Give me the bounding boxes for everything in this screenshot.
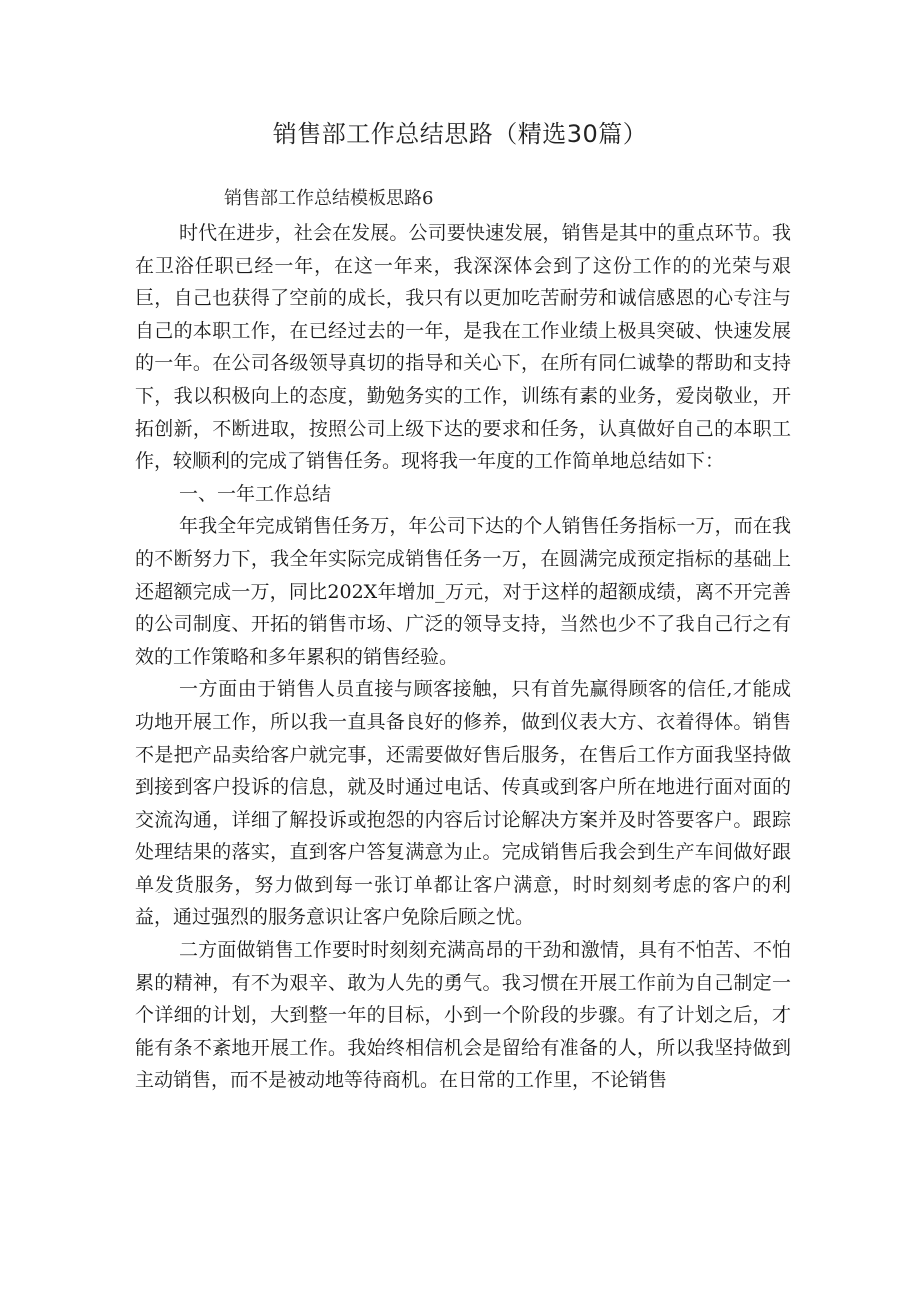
section-heading: 一、一年工作总结	[179, 482, 332, 505]
paragraph-sales-summary: 年我全年完成销售任务万，年公司下达的个人销售任务指标一万，而在我的不断努力下，我全年实际完成销售任务一万，在圆满完成预定指标的基础上还超额完成一万，同比202X年增加_万元，对于这样的超额成绩，离不开完善的公司制度、开拓的销售市场、广泛的领导支持，当然也少不了我自己行之有效的工作策略和多年累积的销售经验。	[135, 515, 791, 668]
document-title: 销售部工作总结思路（精选30篇）	[272, 120, 648, 148]
document-subtitle: 销售部工作总结模板思路6	[224, 188, 434, 209]
paragraph-intro: 时代在进步，社会在发展。公司要快速发展，销售是其中的重点环节。我在卫浴任职已经一年，在这一年来，我深深体会到了这份工作的的光荣与艰巨，自己也获得了空前的成长，我只有以更加吃苦耐劳和诚信感恩的心专注与自己的本职工作，在已经过去的一年，是我在工作业绩上极具突破、快速发展的一年。在公司各级领导真切的指导和关心下，在所有同仁诚挚的帮助和支持下，我以积极向上的态度，勤勉务实的工作，训练有素的业务，爱岗敬业，开拓创新，不断进取，按照公司上级下达的要求和任务，认真做好自己的本职工作，较顺利的完成了销售任务。现将我一年度的工作简单地总结如下：	[135, 222, 791, 473]
document-body	[135, 217, 791, 1097]
paragraph-aspect-one: 一方面由于销售人员直接与顾客接触，只有首先赢得顾客的信任,才能成功地开展工作，所以我一直具备良好的修养，做到仪表大方、衣着得体。销售不是把产品卖给客户就完事，还需要做好售后服务，在售后工作方面我坚持做到接到客户投诉的信息，就及时通过电话、传真或到客户所在地进行面对面的交流沟通，详细了解投诉或抱怨的内容后讨论解决方案并及时答要客户。跟踪处理结果的落实，直到客户答复满意为止。完成销售后我会到生产车间做好跟单发货服务，努力做到每一张订单都让客户满意，时时刻刻考虑的客户的利益，通过强烈的服务意识让客户免除后顾之忧。	[135, 678, 791, 929]
paragraph-aspect-two: 二方面做销售工作要时时刻刻充满高昂的干劲和激情，具有不怕苦、不怕累的精神，有不为艰辛、敢为人先的勇气。我习惯在开展工作前为自己制定一个详细的计划，大到整一年的目标，小到一个阶段的步骤。有了计划之后，才能有条不紊地开展工作。我始终相信机会是留给有准备的人，所以我坚持做到主动销售，而不是被动地等待商机。在日常的工作里，不论销售	[135, 939, 791, 1092]
